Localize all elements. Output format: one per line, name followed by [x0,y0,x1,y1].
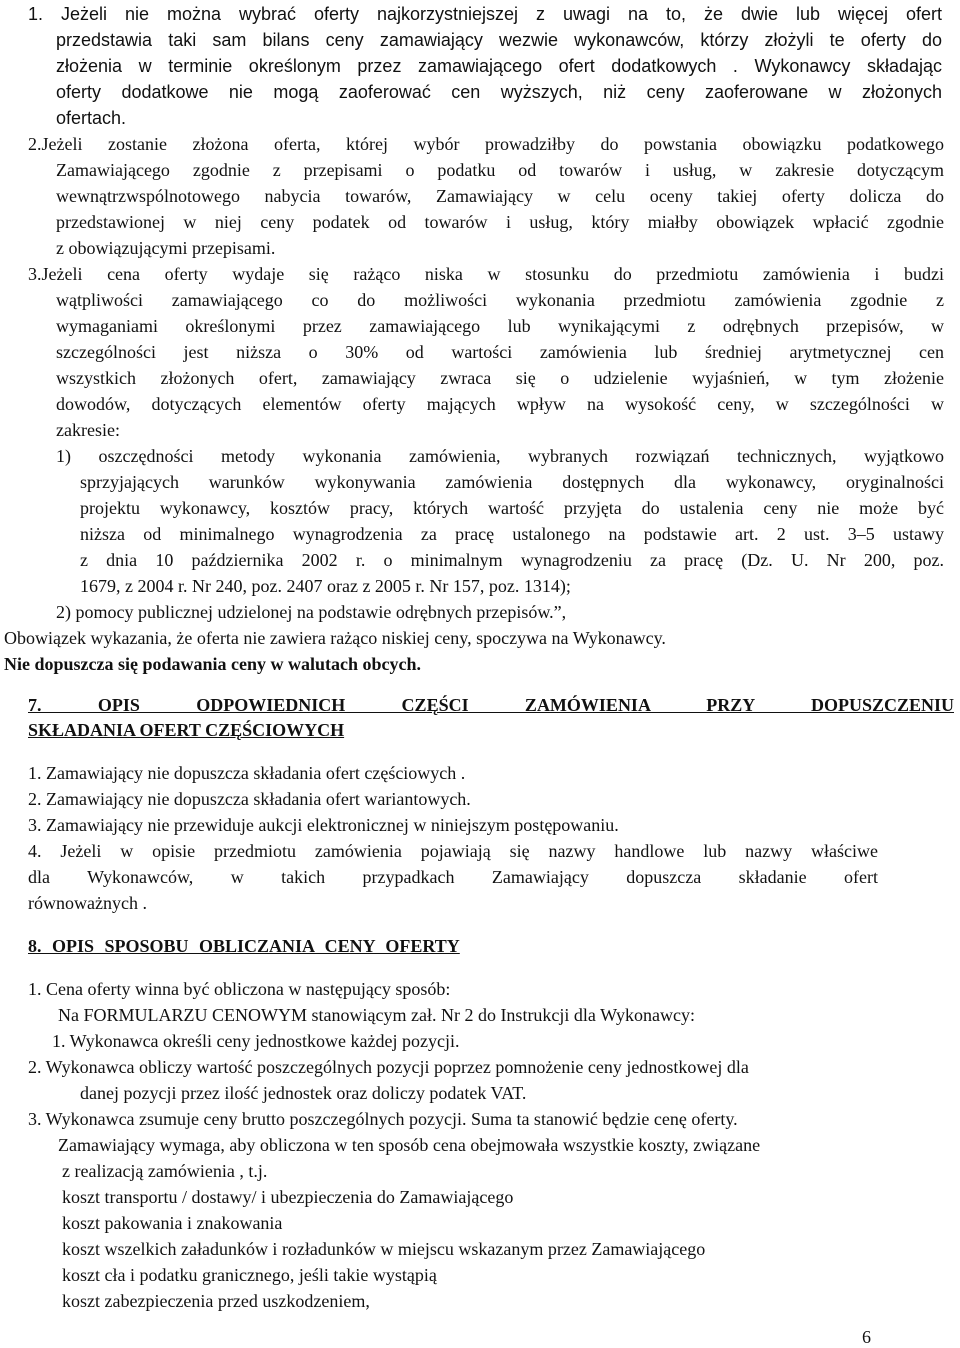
text-line: 1) oszczędności metody wykonania zamówienia, wybranych rozwiązań technicznych, wyjątkowo [56,446,944,466]
text-line: wszystkich złożonych ofert, zamawiający zwraca się o udzielenie wyjaśnień, w tym złożenie [56,368,944,388]
text-line: wymaganiami określonymi przez zamawiającego lub wynikającymi z odrębnych przepisów, w [56,316,944,336]
text-line: równoważnych . [28,893,147,913]
text-line: ofertach. [56,108,127,128]
text-line: 3. Zamawiający nie przewiduje aukcji elektronicznej w niniejszym postępowaniu. [28,815,619,835]
text-line: wątpliwości zamawiającego co do możliwości wykonania przedmiotu zamówienia zgodnie z [56,290,944,310]
text-line: 3. Wykonawca zsumuje ceny brutto poszczególnych pozycji. Suma ta stanowić będzie cenę oferty. [28,1109,738,1129]
text-line: przedstawia taki sam bilans ceny zamawiający wezwie wykonawców, którzy złożyli te oferty do [56,30,942,50]
text-line: wewnątrzwspólnotowego nabycia towarów, Zamawiający w celu oceny takiej oferty dolicza do [56,186,944,206]
section-heading-8: 8. OPIS SPOSOBU OBLICZANIA CENY OFERTY [28,936,460,956]
text-line: przedstawionej w niej ceny podatek od towarów i usług, który miałby obowiązek wpłacić zgodnie [56,212,944,232]
text-line: 1. Jeżeli nie można wybrać oferty najkorzystniejszej z uwagi na to, że dwie lub więcej ofert [28,4,942,24]
text-line: z realizacją zamówienia , t.j. [62,1161,268,1181]
text-line: z obowiązującymi przepisami. [56,238,276,258]
text-line: sprzyjających warunków wykonywania zamówienia dostępnych dla wykonawcy, oryginalności [80,472,944,492]
text-line: oferty dodatkowe nie mogą zaoferować cen wyższych, niż ceny zaoferowane w złożonych [56,82,942,102]
text-line: zakresie: [56,420,120,440]
text-line: danej pozycji przez ilość jednostek oraz doliczy podatek VAT. [80,1083,527,1103]
page-number: 6 [862,1327,871,1347]
text-line: szczególności jest niższa o 30% od wartości zamówienia lub średniej arytmetycznej cen [56,342,944,362]
text-line: 1. Cena oferty winna być obliczona w następujący sposób: [28,979,451,999]
text-line: 1679, z 2004 r. Nr 240, poz. 2407 oraz z 2005 r. Nr 157, poz. 1314); [80,576,571,596]
text-line: Na FORMULARZU CENOWYM stanowiącym zał. Nr 2 do Instrukcji dla Wykonawcy: [58,1005,695,1025]
cost-item: koszt cła i podatku granicznego, jeśli takie wystąpią [62,1265,437,1285]
text-line: 1. Zamawiający nie dopuszcza składania ofert częściowych . [28,763,466,783]
text-line: 2. Zamawiający nie dopuszcza składania ofert wariantowych. [28,789,471,809]
bold-notice: Nie dopuszcza się podawania ceny w walutach obcych. [4,654,422,674]
text-line: Zamawiający wymaga, aby obliczona w ten sposób cena obejmowała wszystkie koszty, związane [58,1135,761,1155]
text-line: 2) pomocy publicznej udzielonej na podstawie odrębnych przepisów.”, [56,602,567,622]
cost-item: koszt pakowania i znakowania [62,1213,283,1233]
cost-item: koszt transportu / dostawy/ i ubezpieczenia do Zamawiającego [62,1187,514,1207]
cost-item: koszt wszelkich załadunków i rozładunków w miejscu wskazanym przez Zamawiającego [62,1239,706,1259]
text-line: 1. Wykonawca określi ceny jednostkowe każdej pozycji. [52,1031,460,1051]
text-line: niższa od minimalnego wynagrodzenia za pracę ustalonego na podstawie art. 2 ust. 3–5 ustawy [80,524,944,544]
text-line: 3.Jeżeli cena oferty wydaje się rażąco niska w stosunku do przedmiotu zamówienia i budzi [28,264,944,284]
text-line: Zamawiającego zgodnie z przepisami o podatku od towarów i usług, w zakresie dotyczącym [56,160,944,180]
section-heading-7: 7. OPIS ODPOWIEDNICH CZĘŚCI ZAMÓWIENIA PRZY DOPUSZCZENIU [28,695,954,715]
text-line: złożenia w terminie określonym przez zamawiającego ofert dodatkowych . Wykonawcy składając [56,56,942,76]
text-line: 4. Jeżeli w opisie przedmiotu zamówienia pojawiają się nazwy handlowe lub nazwy właściwe [28,841,878,861]
text-line: dla Wykonawców, w takich przypadkach Zamawiający dopuszcza składanie ofert [28,867,878,887]
text-line: projektu wykonawcy, kosztów pracy, których wartość przyjęta do ustalenia ceny nie może być [80,498,944,518]
text-line: 2.Jeżeli zostanie złożona oferta, której wybór prowadziłby do powstania obowiązku podatkowego [28,134,944,154]
text-line: z dnia 10 października 2002 r. o minimalnym wynagrodzeniu za pracę (Dz. U. Nr 200, poz. [80,550,944,570]
cost-item: koszt zabezpieczenia przed uszkodzeniem, [62,1291,370,1311]
text-line: Obowiązek wykazania, że oferta nie zawiera rażąco niskiej ceny, spoczywa na Wykonawcy. [4,628,666,648]
text-line: dowodów, dotyczących elementów oferty mających wpływ na wysokość ceny, w szczególności w [56,394,944,414]
text-line: 2. Wykonawca obliczy wartość poszczególnych pozycji poprzez pomnożenie ceny jednostkowej dla [28,1057,749,1077]
section-heading-7-cont: SKŁADANIA OFERT CZĘŚCIOWYCH [28,720,345,740]
